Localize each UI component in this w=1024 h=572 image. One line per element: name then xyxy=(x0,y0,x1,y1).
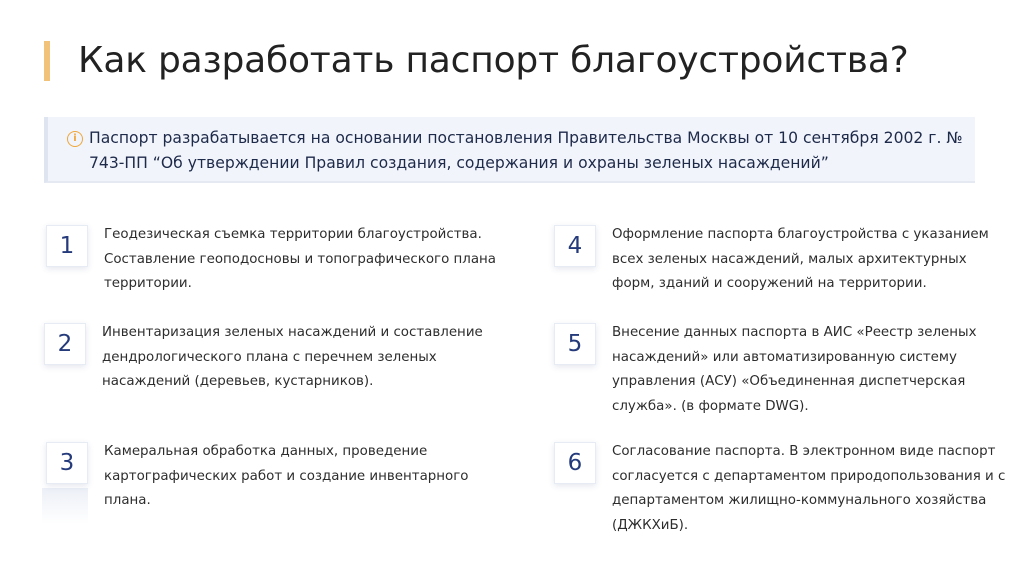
step-text: Согласование паспорта. В электронном виде паспорт согласуется с департаментом природопользования и с департаментом жилищно-коммунального хозяйства (ДЖКХиБ). xyxy=(612,444,1006,533)
step-item-3 xyxy=(46,442,506,542)
info-icon: i xyxy=(67,131,83,147)
step-text: Камеральная обработка данных, проведение картографических работ и создание инвентарного плана. xyxy=(104,444,469,508)
step-item-4 xyxy=(554,225,1014,325)
step-number: 6 xyxy=(554,442,596,484)
step-item-5 xyxy=(554,323,1014,423)
page-title: Как разработать паспорт благоустройства? xyxy=(78,40,909,81)
info-callout xyxy=(44,117,975,183)
step-number: 2 xyxy=(44,323,86,365)
step-item-2 xyxy=(44,323,504,423)
step-number: 5 xyxy=(554,323,596,365)
step-text: Внесение данных паспорта в АИС «Реестр зеленых насаждений» или автоматизированную систему управления (АСУ) «Объединенная диспетчерская служба». (в формате DWG). xyxy=(612,325,977,414)
step-text: Оформление паспорта благоустройства с указанием всех зеленых насаждений, малых архитектурных форм, зданий и сооружений на территории. xyxy=(612,227,989,291)
step-item-6 xyxy=(554,442,1014,542)
step-text: Геодезическая съемка территории благоустройства. Составление геоподосновы и топографического плана территории. xyxy=(104,227,496,291)
step-number: 3 xyxy=(46,442,88,484)
step-text: Инвентаризация зеленых насаждений и составление дендрологического плана с перечнем зеленых насаждений (деревьев, кустарников). xyxy=(102,325,483,389)
info-text: Паспорт разрабатывается на основании постановления Правительства Москвы от 10 сентября 2002 г. № 743-ПП “Об утверждении Правил создания, содержания и охраны зеленых насаждений” xyxy=(89,129,963,172)
step-item-1 xyxy=(46,225,506,325)
step-number: 1 xyxy=(46,225,88,267)
title-accent-bar xyxy=(44,41,50,81)
step-number: 4 xyxy=(554,225,596,267)
